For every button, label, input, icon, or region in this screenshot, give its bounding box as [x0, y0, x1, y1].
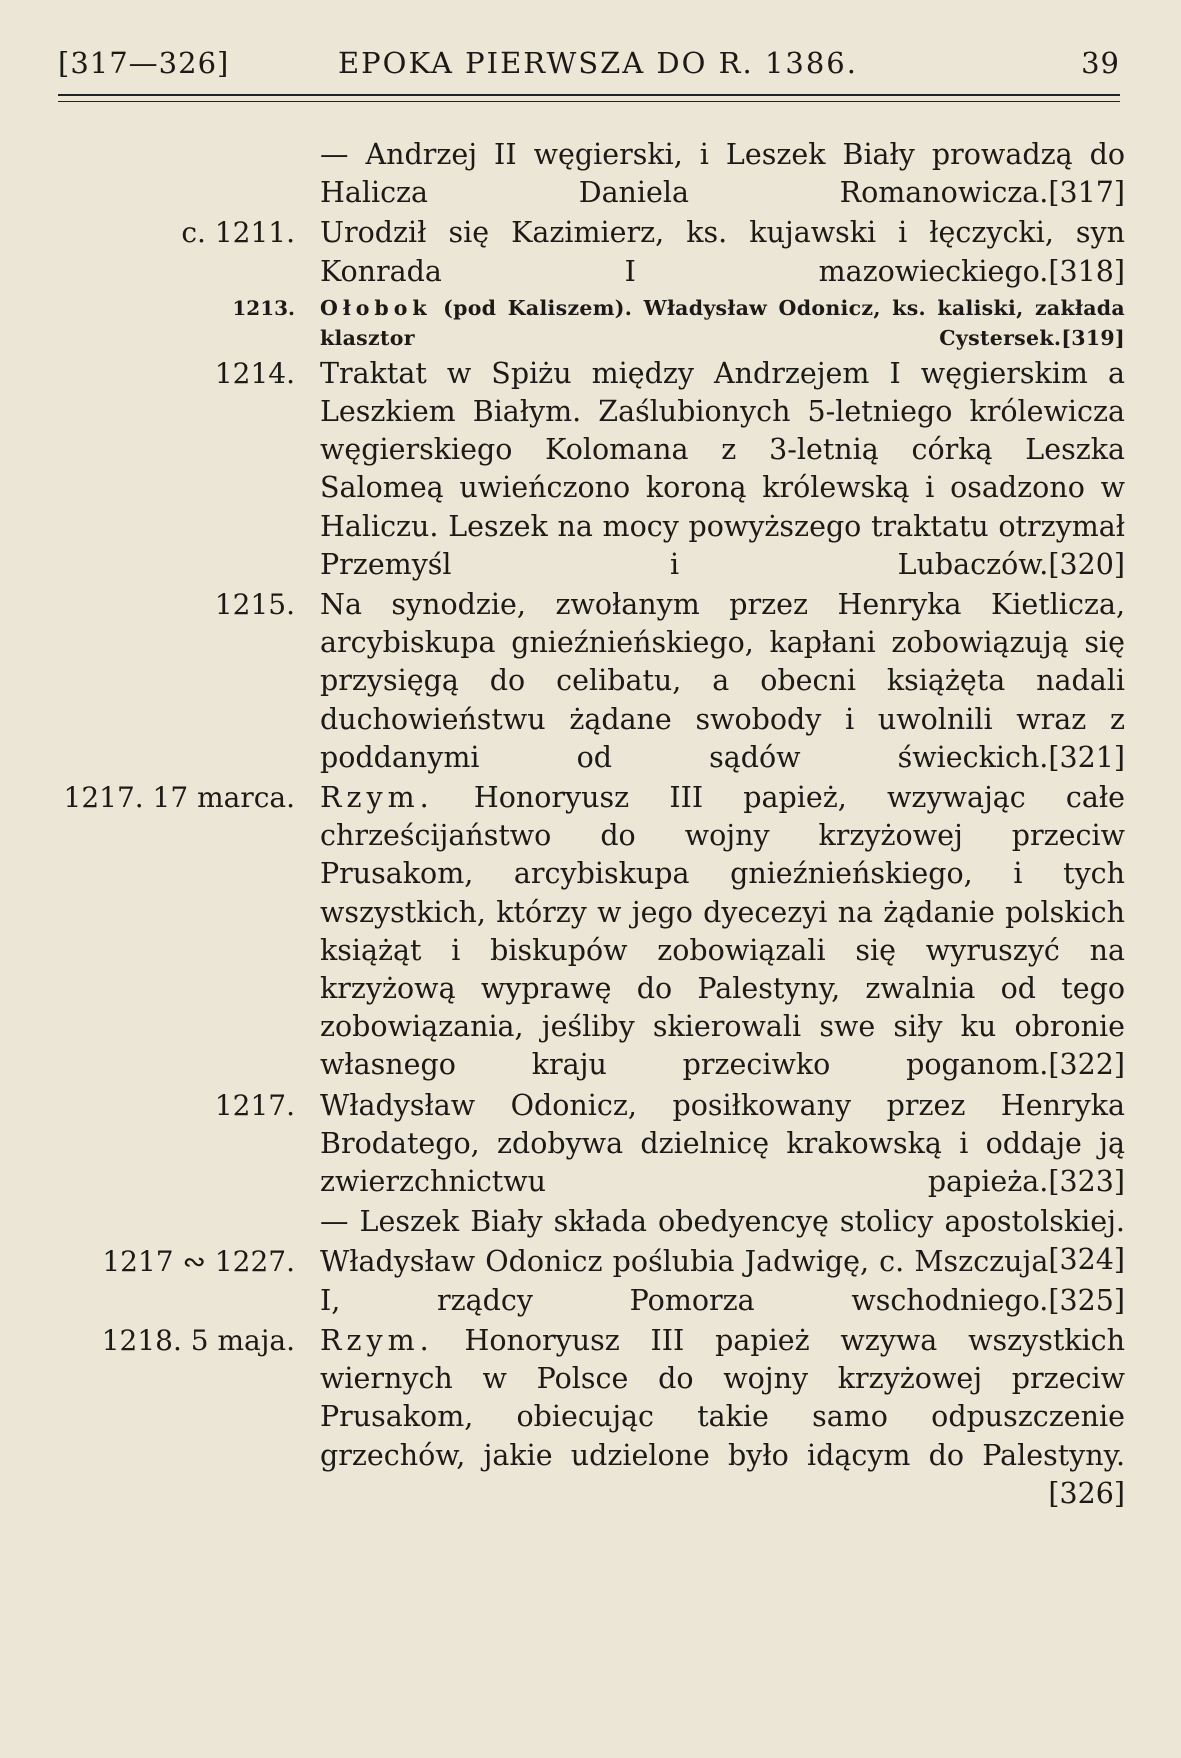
entry-text: Urodził się Kazimierz, ks. kujawski i łęczycki, syn Konrada I mazowieckiego. [318] — [320, 214, 1125, 290]
running-title: EPOKA PIERWSZA DO R. 1386. — [338, 46, 858, 80]
entry-range: [317—326] — [58, 46, 230, 80]
entry-ref: [326] — [1048, 1476, 1125, 1510]
entry-325 — [40, 1243, 1125, 1319]
entry-320 — [40, 355, 1125, 584]
entry-text: Traktat w Spiżu między Andrzejem I węgierskim a Leszkiem Białym. Zaślubionych 5-letniego królewicza węgierskiego Kolomana z 3-letnią córką Leszka Salomeą uwieńczono koroną królewską i osadzono w Haliczu. Leszek na mocy powyższego traktatu otrzymał Przemyśl i Lubaczów. [320] — [320, 355, 1125, 584]
entry-text: Władysław Odonicz, posiłkowany przez Henryka Brodatego, zdobywa dzielnicę krakowską i oddaje ją zwierzchnictwu papieża. [323] — [320, 1087, 1125, 1202]
entry-text: Władysław Odonicz poślubia Jadwigę, c. Mszczuja I, rządcy Pomorza wschodniego. [325] — [320, 1243, 1125, 1319]
entry-date: 1217. — [214, 1088, 295, 1122]
entry-321 — [40, 586, 1125, 777]
entry-ref: [322] — [1048, 1048, 1125, 1082]
entry-322 — [40, 779, 1125, 1085]
entry-date: 1214. — [214, 356, 295, 390]
page-number: 39 — [1081, 46, 1120, 80]
entry-ref: [319] — [1061, 325, 1125, 350]
entry-323 — [40, 1087, 1125, 1202]
entry-ref: [318] — [1048, 254, 1125, 288]
entry-ref: [325] — [1048, 1283, 1125, 1317]
entry-text: Ołobok (pod Kaliszem). Władysław Odonicz, ks. kaliski, zakłada klasztor Cystersek. [319] — [320, 293, 1125, 353]
entry-ref: [321] — [1048, 740, 1125, 774]
entry-326 — [40, 1322, 1125, 1510]
entry-place: Rzym. — [320, 781, 434, 815]
entry-text: — Andrzej II węgierski, i Leszek Biały prowadzą do Halicza Daniela Romanowicza. [317] — [320, 136, 1125, 212]
entry-ref: [323] — [1048, 1165, 1125, 1199]
entry-text: Rzym. Honoryusz III papież, wzywając całe chrześcijaństwo do wojny krzyżowej przeciw Prusakom, arcybiskupa gnieźnieńskiego, i tych wszystkich, którzy w jego dyecezyi na żądanie polskich książąt i biskupów zobowiązali się wyruszyć na krzyżową wyprawę do Palestyny, zwalnia od tego zobowiązania, jeśliby skierowali swe siły ku obronie własnego kraju przeciwko poganom. [322] — [320, 779, 1125, 1085]
entry-place: Ołobok — [320, 295, 432, 320]
entry-date: 1217 ∾ 1227. — [102, 1245, 295, 1279]
entry-date: 1215. — [214, 588, 295, 622]
entry-ref: [320] — [1048, 547, 1125, 581]
entry-text: — Leszek Biały składa obedyencyę stolicy apostolskiej. [324] — [320, 1203, 1125, 1241]
entry-317 — [40, 136, 1125, 212]
entry-text: Rzym. Honoryusz III papież wzywa wszystkich wiernych w Polsce do wojny krzyżowej przeciw Prusakom, obiecując takie samo odpuszczenie grzechów, jakie udzielone było idącym do Palestyny. [326] — [320, 1322, 1125, 1475]
entry-date: c. 1211. — [181, 216, 295, 250]
entry-date: 1217. 17 marca. — [63, 781, 295, 815]
entry-text: Na synodzie, zwołanym przez Henryka Kietlicza, arcybiskupa gnieźnieńskiego, kapłani zobowiązują się przysięgą do celibatu, a obecni książęta nadali duchowieństwu żądane swobody i uwolnili wraz z poddanymi od sądów świeckich. [321] — [320, 586, 1125, 777]
entry-318 — [40, 214, 1125, 290]
entry-ref: [324] — [1048, 1243, 1125, 1277]
running-header — [58, 40, 1120, 86]
chronicle-entries — [40, 136, 1125, 1513]
entry-date: 1213. — [232, 295, 295, 320]
entry-ref: [317] — [1048, 176, 1125, 210]
entry-319 — [40, 293, 1125, 353]
entry-place: Rzym. — [320, 1323, 434, 1357]
header-rule — [58, 94, 1120, 96]
header-rule-thin — [58, 101, 1120, 102]
entry-date: 1218. 5 maja. — [101, 1323, 295, 1357]
